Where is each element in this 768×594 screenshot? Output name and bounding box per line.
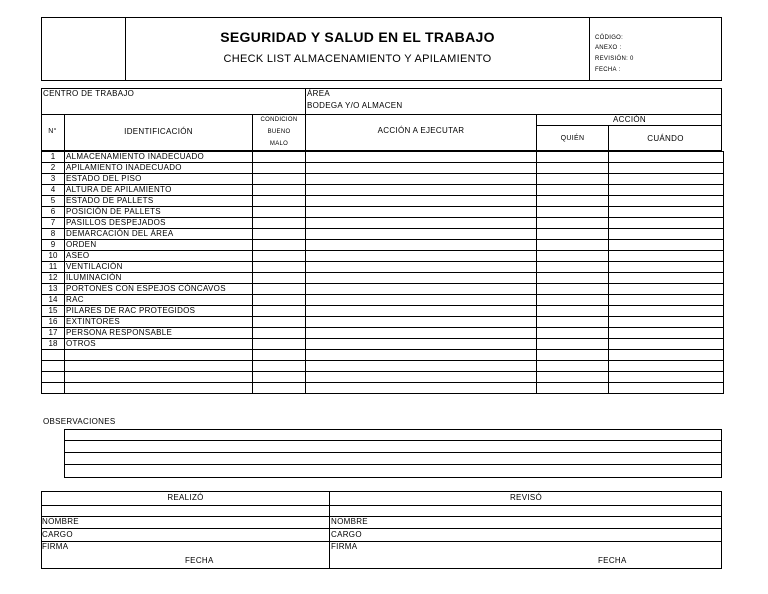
- row-identificacion: OTROS: [65, 339, 253, 350]
- sig-line-4: [41, 541, 722, 542]
- row-quien-cell[interactable]: [537, 317, 609, 328]
- row-cuando-cell[interactable]: [609, 284, 724, 295]
- row-number: [42, 361, 65, 372]
- accion-split-line: [536, 125, 722, 126]
- row-cuando-cell[interactable]: [609, 185, 724, 196]
- sig-line-2: [41, 516, 722, 517]
- table-row: [42, 174, 724, 185]
- row-accion-cell[interactable]: [306, 185, 537, 196]
- row-identificacion: ORDEN: [65, 240, 253, 251]
- row-identificacion: ESTADO DE PALLETS: [65, 196, 253, 207]
- row-identificacion: POSICIÓN DE PALLETS: [65, 207, 253, 218]
- row-accion-cell[interactable]: [306, 152, 537, 163]
- table-row: [42, 328, 724, 339]
- col-header-quien: QUIÉN: [560, 135, 585, 142]
- row-accion-cell[interactable]: [306, 229, 537, 240]
- row-number: 9: [42, 240, 65, 251]
- row-cuando-cell[interactable]: [609, 229, 724, 240]
- table-row: [42, 339, 724, 350]
- row-identificacion: PASILLOS DESPEJADOS: [65, 218, 253, 229]
- row-cuando-cell[interactable]: [609, 163, 724, 174]
- row-accion-cell[interactable]: [306, 295, 537, 306]
- table-row: [42, 251, 724, 262]
- row-accion-cell[interactable]: [306, 317, 537, 328]
- row-cuando-cell[interactable]: [609, 339, 724, 350]
- realizo-nombre-label: NOMBRE: [42, 517, 79, 526]
- table-row: [42, 273, 724, 284]
- row-accion-cell[interactable]: [306, 163, 537, 174]
- row-condicion-cell[interactable]: [253, 207, 306, 218]
- row-accion-cell[interactable]: [306, 207, 537, 218]
- meta-codigo: CÓDIGO:: [595, 35, 624, 41]
- row-accion-cell[interactable]: [306, 284, 537, 295]
- row-quien-cell[interactable]: [537, 273, 609, 284]
- row-condicion-cell[interactable]: [253, 163, 306, 174]
- row-condicion-cell[interactable]: [253, 251, 306, 262]
- row-number: [42, 372, 65, 383]
- table-row: [42, 317, 724, 328]
- row-number: 10: [42, 251, 65, 262]
- row-quien-cell[interactable]: [537, 372, 609, 383]
- row-accion-cell[interactable]: [306, 306, 537, 317]
- row-quien-cell[interactable]: [537, 207, 609, 218]
- row-number: 1: [42, 152, 65, 163]
- row-identificacion: ESTADO DEL PISO: [65, 174, 253, 185]
- row-cuando-cell[interactable]: [609, 196, 724, 207]
- row-identificacion: DEMARCACIÓN DEL ÁREA: [65, 229, 253, 240]
- row-number: 2: [42, 163, 65, 174]
- col-header-malo: MALO: [269, 141, 289, 147]
- table-row: [42, 163, 724, 174]
- row-accion-cell[interactable]: [306, 383, 537, 394]
- row-accion-cell[interactable]: [306, 262, 537, 273]
- sig-line-3: [41, 528, 722, 529]
- row-quien-cell[interactable]: [537, 361, 609, 372]
- row-quien-cell[interactable]: [537, 339, 609, 350]
- table-row: [42, 229, 724, 240]
- row-accion-cell[interactable]: [306, 196, 537, 207]
- row-number: 15: [42, 306, 65, 317]
- row-number: 12: [42, 273, 65, 284]
- row-condicion-cell[interactable]: [253, 174, 306, 185]
- centro-trabajo-label: CENTRO DE TRABAJO: [43, 89, 135, 98]
- row-number: 18: [42, 339, 65, 350]
- row-condicion-cell[interactable]: [253, 328, 306, 339]
- table-row: [42, 262, 724, 273]
- header-divider-left: [125, 17, 126, 81]
- row-quien-cell[interactable]: [537, 240, 609, 251]
- row-accion-cell[interactable]: [306, 328, 537, 339]
- row-condicion-cell[interactable]: [253, 372, 306, 383]
- table-row: [42, 295, 724, 306]
- row-quien-cell[interactable]: [537, 284, 609, 295]
- row-accion-cell[interactable]: [306, 218, 537, 229]
- reviso-firma-label: FIRMA: [331, 542, 358, 551]
- row-cuando-cell[interactable]: [609, 295, 724, 306]
- row-number: [42, 383, 65, 394]
- row-cuando-cell[interactable]: [609, 218, 724, 229]
- row-identificacion: [65, 372, 253, 383]
- area-value: BODEGA Y/O ALMACEN: [307, 101, 403, 110]
- observaciones-line-1: [64, 440, 722, 441]
- table-row: [42, 152, 724, 163]
- table-row: [42, 383, 724, 394]
- meta-anexo: ANEXO :: [595, 45, 622, 51]
- col-header-accion: ACCIÓN: [613, 115, 646, 124]
- row-identificacion: [65, 361, 253, 372]
- row-identificacion: [65, 350, 253, 361]
- row-accion-cell[interactable]: [306, 251, 537, 262]
- row-accion-cell[interactable]: [306, 372, 537, 383]
- row-condicion-cell[interactable]: [253, 361, 306, 372]
- row-condicion-cell[interactable]: [253, 262, 306, 273]
- row-identificacion: VENTILACIÓN: [65, 262, 253, 273]
- row-cuando-cell[interactable]: [609, 207, 724, 218]
- row-condicion-cell[interactable]: [253, 152, 306, 163]
- reviso-fecha-label: FECHA: [598, 556, 627, 565]
- reviso-label: REVISÓ: [509, 493, 543, 502]
- row-identificacion: PILARES DE RAC PROTEGIDOS: [65, 306, 253, 317]
- table-row: [42, 284, 724, 295]
- row-accion-cell[interactable]: [306, 174, 537, 185]
- row-identificacion: APILAMIENTO INADECUADO: [65, 163, 253, 174]
- row-number: 11: [42, 262, 65, 273]
- row-cuando-cell[interactable]: [609, 372, 724, 383]
- observaciones-line-3: [64, 464, 722, 465]
- reviso-cargo-label: CARGO: [331, 530, 362, 539]
- row-number: 5: [42, 196, 65, 207]
- table-row: [42, 361, 724, 372]
- row-quien-cell[interactable]: [537, 218, 609, 229]
- table-row: [42, 306, 724, 317]
- row-cuando-cell[interactable]: [609, 350, 724, 361]
- table-row: [42, 240, 724, 251]
- row-quien-cell[interactable]: [537, 163, 609, 174]
- row-identificacion: ILUMINACIÓN: [65, 273, 253, 284]
- row-quien-cell[interactable]: [537, 152, 609, 163]
- row-identificacion: PORTONES CON ESPEJOS CÓNCAVOS: [65, 284, 253, 295]
- col-header-identificacion: IDENTIFICACIÓN: [124, 127, 193, 136]
- meta-revision: REVISIÓN: 0: [595, 56, 634, 62]
- row-cuando-cell[interactable]: [609, 152, 724, 163]
- table-row: [42, 185, 724, 196]
- row-identificacion: ALTURA DE APILAMIENTO: [65, 185, 253, 196]
- row-cuando-cell[interactable]: [609, 306, 724, 317]
- row-number: 8: [42, 229, 65, 240]
- row-condicion-cell[interactable]: [253, 284, 306, 295]
- row-cuando-cell[interactable]: [609, 383, 724, 394]
- info-divider: [305, 88, 306, 114]
- document-subtitle: CHECK LIST ALMACENAMIENTO Y APILAMIENTO: [223, 53, 492, 65]
- row-quien-cell[interactable]: [537, 328, 609, 339]
- row-cuando-cell[interactable]: [609, 273, 724, 284]
- row-quien-cell[interactable]: [537, 196, 609, 207]
- row-quien-cell[interactable]: [537, 295, 609, 306]
- row-condicion-cell[interactable]: [253, 185, 306, 196]
- row-number: 7: [42, 218, 65, 229]
- row-number: 14: [42, 295, 65, 306]
- row-identificacion: [65, 383, 253, 394]
- row-condicion-cell[interactable]: [253, 273, 306, 284]
- table-row: [42, 350, 724, 361]
- table-row: [42, 218, 724, 229]
- meta-fecha: FECHA :: [595, 67, 621, 73]
- row-condicion-cell[interactable]: [253, 306, 306, 317]
- realizo-cargo-label: CARGO: [42, 530, 73, 539]
- col-header-num: N°: [48, 128, 57, 135]
- table-row: [42, 372, 724, 383]
- row-number: 13: [42, 284, 65, 295]
- row-number: 4: [42, 185, 65, 196]
- row-cuando-cell[interactable]: [609, 361, 724, 372]
- row-condicion-cell[interactable]: [253, 350, 306, 361]
- row-condicion-cell[interactable]: [253, 383, 306, 394]
- row-cuando-cell[interactable]: [609, 240, 724, 251]
- observaciones-box: [64, 429, 722, 478]
- row-accion-cell[interactable]: [306, 240, 537, 251]
- row-quien-cell[interactable]: [537, 350, 609, 361]
- row-quien-cell[interactable]: [537, 262, 609, 273]
- col-header-bueno: BUENO: [267, 129, 291, 135]
- observaciones-line-2: [64, 452, 722, 453]
- col-header-accion-ejecutar: ACCIÓN A EJECUTAR: [377, 126, 465, 135]
- sig-line-1: [41, 505, 722, 506]
- col-header-condicion: CONDICION: [260, 117, 298, 123]
- observaciones-label: OBSERVACIONES: [43, 417, 116, 426]
- row-number: 16: [42, 317, 65, 328]
- area-label: ÁREA: [307, 89, 330, 98]
- row-accion-cell[interactable]: [306, 339, 537, 350]
- row-condicion-cell[interactable]: [253, 218, 306, 229]
- realizo-label: REALIZÓ: [167, 493, 204, 502]
- row-number: 6: [42, 207, 65, 218]
- col-header-cuando: CUÁNDO: [647, 134, 684, 143]
- header-divider-right: [589, 17, 590, 81]
- row-quien-cell[interactable]: [537, 229, 609, 240]
- realizo-firma-label: FIRMA: [42, 542, 69, 551]
- row-condicion-cell[interactable]: [253, 295, 306, 306]
- row-cuando-cell[interactable]: [609, 328, 724, 339]
- row-cuando-cell[interactable]: [609, 317, 724, 328]
- row-quien-cell[interactable]: [537, 185, 609, 196]
- row-quien-cell[interactable]: [537, 174, 609, 185]
- realizo-fecha-label: FECHA: [185, 556, 214, 565]
- row-condicion-cell[interactable]: [253, 317, 306, 328]
- row-number: 17: [42, 328, 65, 339]
- row-number: 3: [42, 174, 65, 185]
- row-quien-cell[interactable]: [537, 383, 609, 394]
- row-quien-cell[interactable]: [537, 251, 609, 262]
- row-identificacion: ASEO: [65, 251, 253, 262]
- row-cuando-cell[interactable]: [609, 174, 724, 185]
- document-title: SEGURIDAD Y SALUD EN EL TRABAJO: [220, 29, 495, 45]
- row-accion-cell[interactable]: [306, 361, 537, 372]
- row-number: [42, 350, 65, 361]
- row-cuando-cell[interactable]: [609, 251, 724, 262]
- table-row: [42, 207, 724, 218]
- row-identificacion: RAC: [65, 295, 253, 306]
- row-accion-cell[interactable]: [306, 350, 537, 361]
- row-identificacion: PERSONA RESPONSABLE: [65, 328, 253, 339]
- checklist-rows: [42, 152, 724, 394]
- row-condicion-cell[interactable]: [253, 339, 306, 350]
- row-condicion-cell[interactable]: [253, 240, 306, 251]
- reviso-nombre-label: NOMBRE: [331, 517, 368, 526]
- row-condicion-cell[interactable]: [253, 196, 306, 207]
- row-cuando-cell[interactable]: [609, 262, 724, 273]
- row-accion-cell[interactable]: [306, 273, 537, 284]
- row-identificacion: EXTINTORES: [65, 317, 253, 328]
- table-row: [42, 196, 724, 207]
- row-identificacion: ALMACENAMIENTO INADECUADO: [65, 152, 253, 163]
- checklist-table: [41, 151, 724, 394]
- row-condicion-cell[interactable]: [253, 229, 306, 240]
- row-quien-cell[interactable]: [537, 306, 609, 317]
